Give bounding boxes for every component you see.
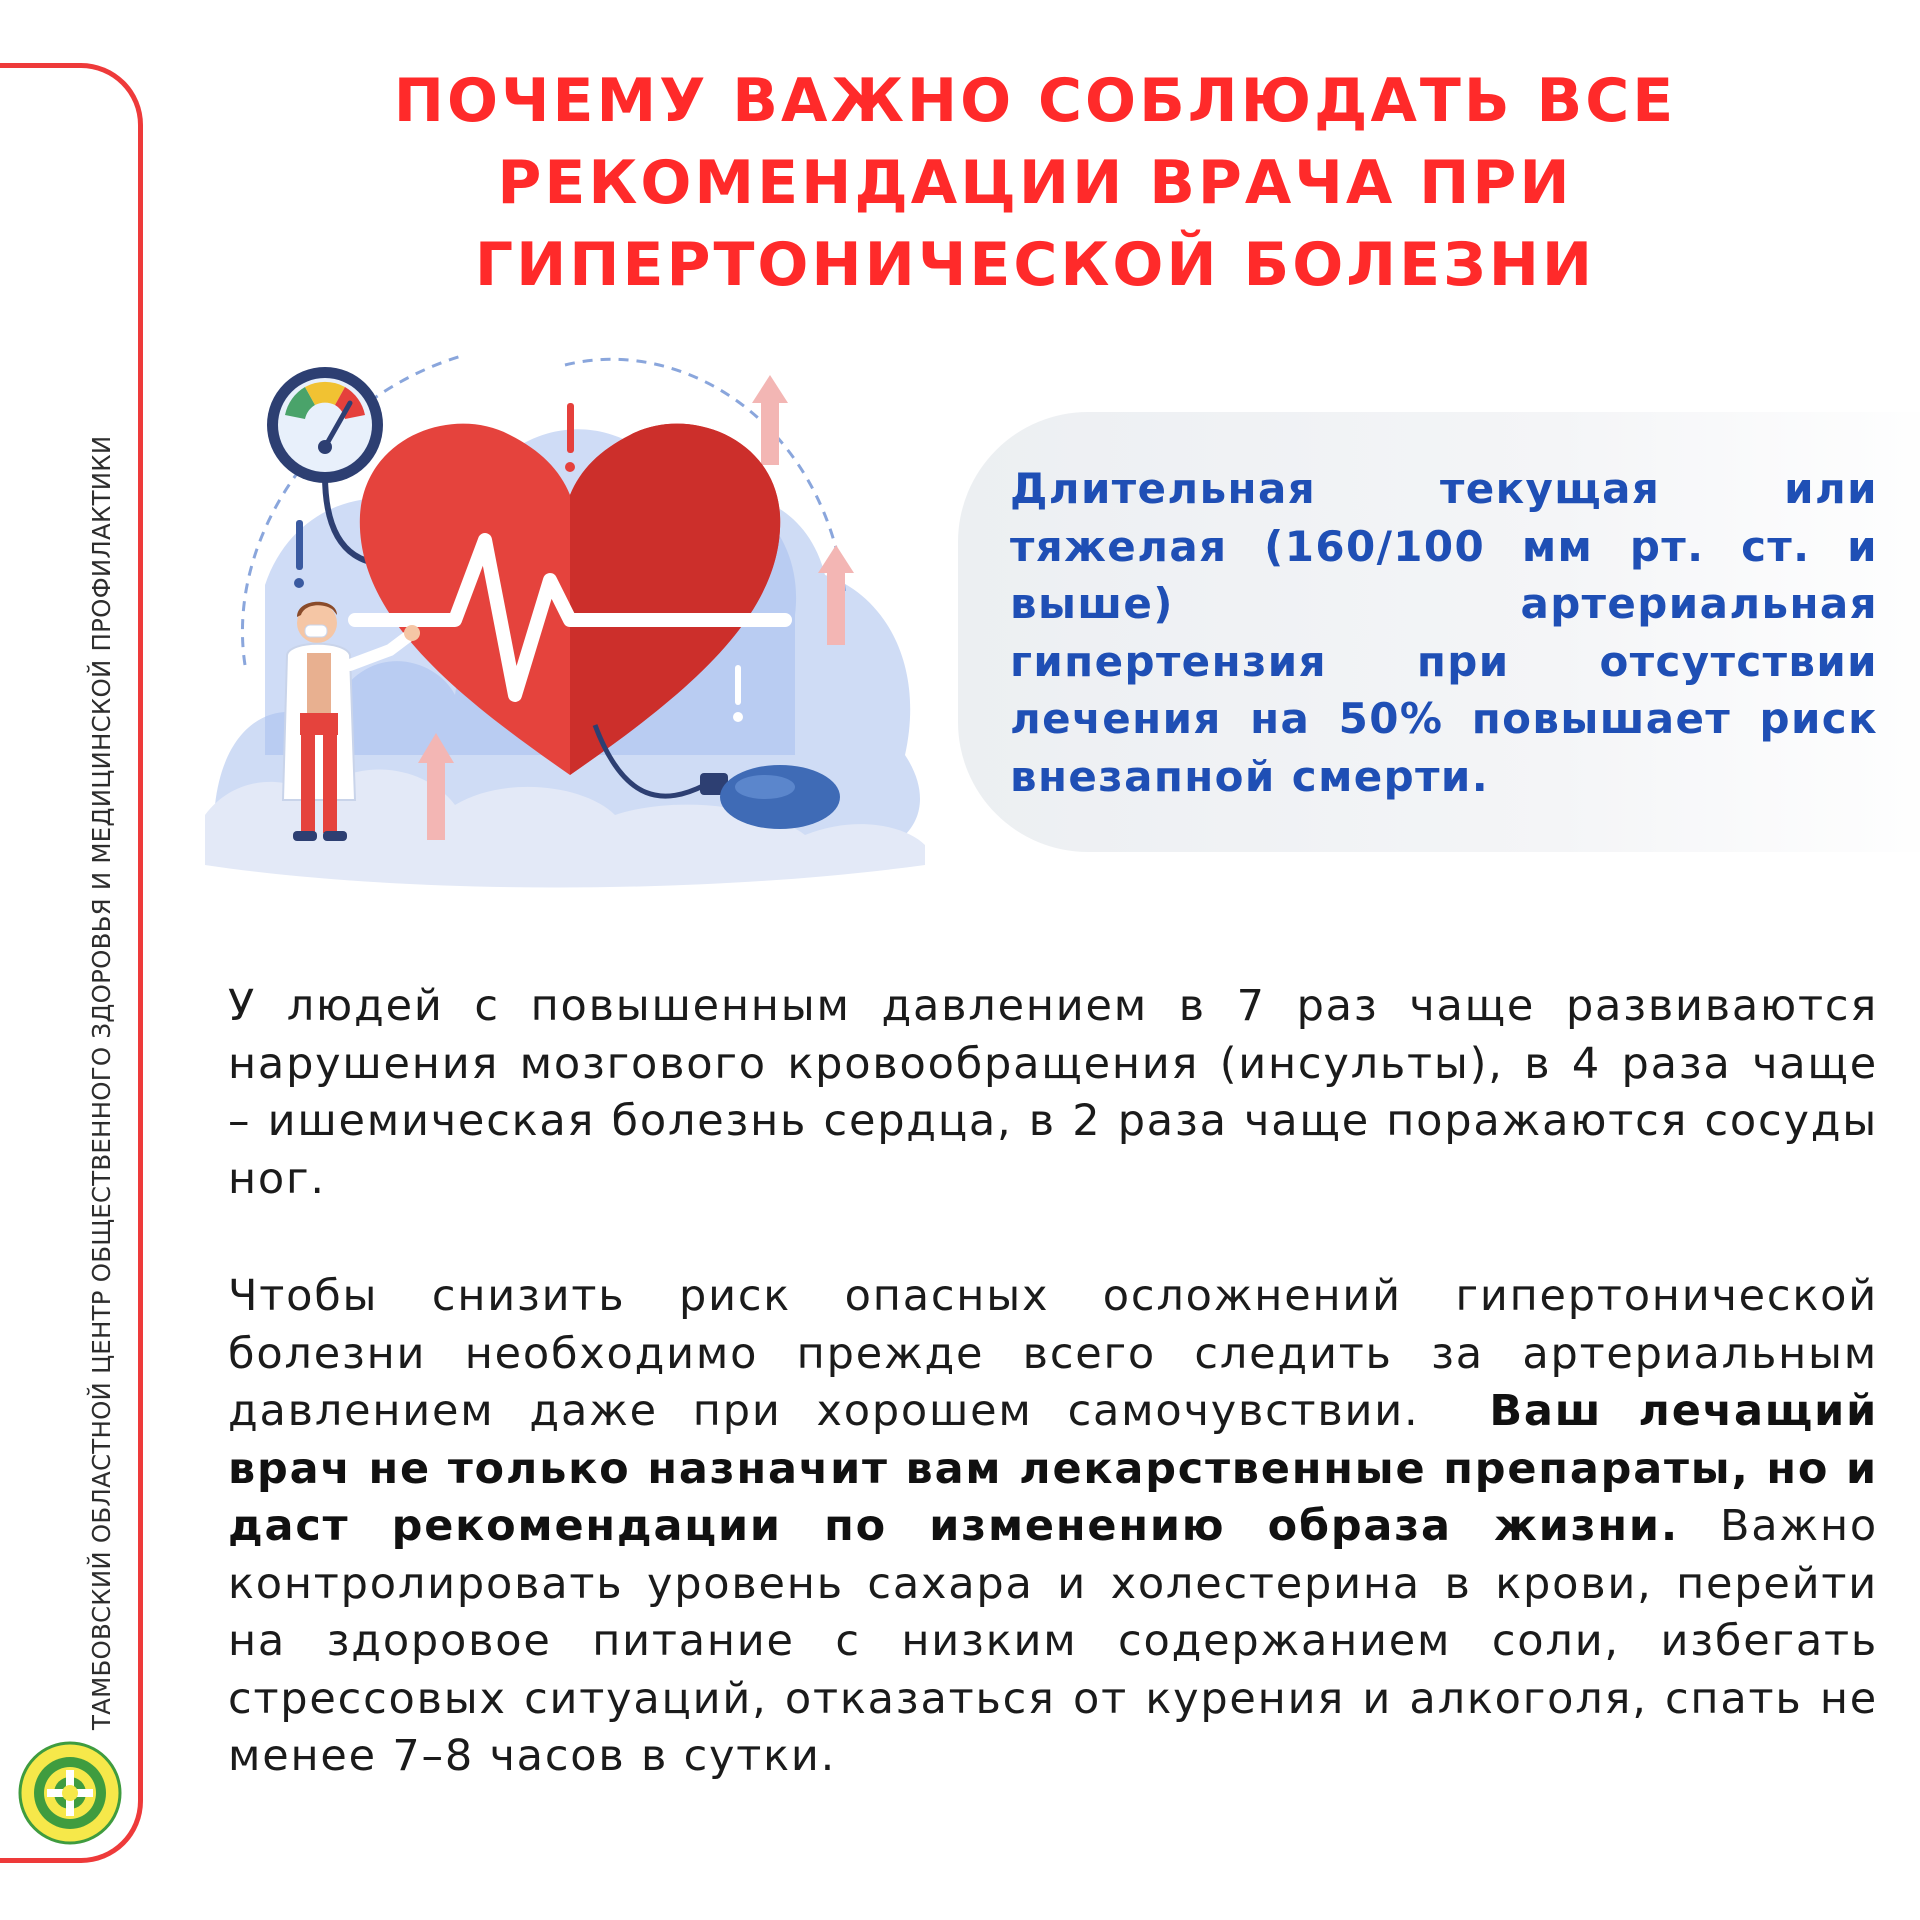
organization-logo xyxy=(17,1740,123,1846)
organization-name: ТАМБОВСКИЙ ОБЛАСТНОЙ ЦЕНТР ОБЩЕСТВЕННОГО ЗДОРОВЬЯ И МЕДИЦИНСКОЙ ПРОФИЛАКТИКИ xyxy=(87,435,116,1730)
paragraph-bold: Ваш лечащий врач не только назначит вам лекарственные препараты, но и даст рекомендации по изменению образа жизни. xyxy=(228,1386,1879,1551)
page-title xyxy=(230,60,1840,306)
title-line-1: ПОЧЕМУ ВАЖНО СОБЛЮДАТЬ ВСЕ xyxy=(393,66,1677,136)
hypertension-illustration xyxy=(205,335,935,895)
callout-text: Длительная текущая или тяжелая (160/100 мм рт. ст. и выше) артериальная гипертензия при отсутствии лечения на 50% повышает риск внезапной смерти. xyxy=(1010,464,1878,801)
paragraph-risks: У людей с повышенным давлением в 7 раз чаще развиваются нарушения мозгового кровообращения (инсульты), в 4 раза чаще – ишемическая болезнь сердца, в 2 раза чаще поражаются сосуды ног. xyxy=(228,981,1878,1204)
paragraph-outro: Важно контролировать уровень сахара и холестерина в крови, перейти на здоровое питание с низким содержанием соли, избегать стрессовых ситуаций, отказаться от курения и алкоголя, спать не менее 7–8 часов в сутки. xyxy=(228,1501,1878,1781)
pressure-gauge-icon xyxy=(267,367,383,483)
arrow-up-icon xyxy=(752,375,788,465)
title-line-2: РЕКОМЕНДАЦИИ ВРАЧА ПРИ xyxy=(497,148,1573,218)
paragraph-intro: Чтобы снизить риск опасных осложнений гипертонической болезни необходимо прежде всего следить за артериальным давлением даже при хорошем самочувствии. xyxy=(228,1271,1878,1436)
paragraph-recommendations xyxy=(228,1268,1878,1786)
title-line-3: ГИПЕРТОНИЧЕСКОЙ БОЛЕЗНИ xyxy=(474,230,1596,300)
